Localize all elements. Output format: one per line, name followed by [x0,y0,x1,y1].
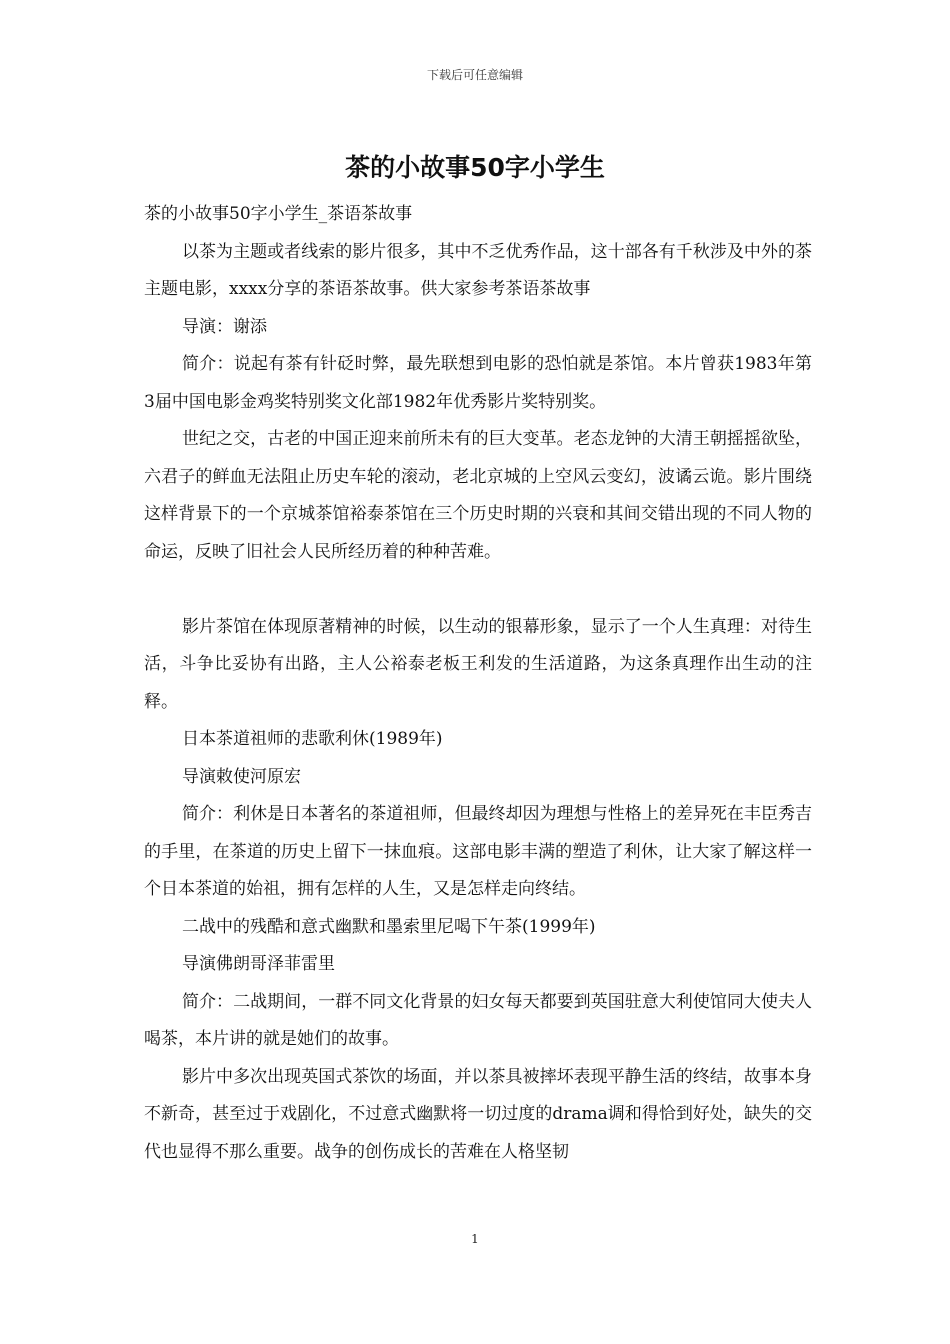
document-title: 茶的小故事50字小学生 [345,153,605,182]
paragraph-film-3-title: 二战中的残酷和意式幽默和墨索里尼喝下午茶(1999年) [182,916,596,937]
paragraph-synopsis-3: 简介：二战期间，一群不同文化背景的妇女每天都要到英国驻意大利使馆同大使夫人喝茶，本片讲的就是她们的故事。 [144,991,812,1049]
document-body [144,196,812,1171]
paragraph-body-3: 影片中多次出现英国式茶饮的场面，并以茶具被摔坏表现平静生活的终结，故事本身不新奇，甚至过于戏剧化，不过意式幽默将一切过度的drama调和得恰到好处，缺失的交代也显得不那么重要。战争的创伤成长的苦难在人格坚韧 [144,1066,812,1162]
page-number: 1 [471,1232,479,1246]
subtitle-line: 茶的小故事50字小学生_茶语茶故事 [144,204,413,224]
paragraph-body-2: 影片茶馆在体现原著精神的时候，以生动的银幕形象，显示了一个人生真理：对待生活，斗争比妥协有出路，主人公裕泰老板王利发的生活道路，为这条真理作出生动的注释。 [144,616,812,712]
paragraph-intro: 以茶为主题或者线索的影片很多，其中不乏优秀作品，这十部各有千秋涉及中外的茶主题电影，xxxx分享的茶语茶故事。供大家参考茶语茶故事 [144,241,812,299]
header-note: 下载后可任意编辑 [426,68,523,82]
paragraph-film-2-title: 日本茶道祖师的悲歌利休(1989年) [182,729,443,749]
paragraph-synopsis-2: 简介：利休是日本著名的茶道祖师，但最终却因为理想与性格上的差异死在丰臣秀吉的手里，在茶道的历史上留下一抹血痕。这部电影丰满的塑造了利休，让大家了解这样一个日本茶道的始祖，拥有怎样的人生，又是怎样走向终结。 [144,804,812,899]
paragraph-body-1: 世纪之交，古老的中国正迎来前所未有的巨大变革。老态龙钟的大清王朝摇摇欲坠，六君子的鲜血无法阻止历史车轮的滚动，老北京城的上空风云变幻，波谲云诡。影片围绕这样背景下的一个京城茶馆裕泰茶馆在三个历史时期的兴衰和其间交错出现的不同人物的命运，反映了旧社会人民所经历着的种种苦难。 [144,429,812,562]
paragraph-director-2: 导演敕使河原宏 [182,766,301,787]
paragraph-director-1: 导演：谢添 [182,316,267,337]
paragraph-synopsis-1: 简介：说起有茶有针砭时弊，最先联想到电影的恐怕就是茶馆。本片曾获1983年第3届中国电影金鸡奖特别奖文化部1982年优秀影片奖特别奖。 [144,354,812,412]
paragraph-director-3: 导演佛朗哥泽菲雷里 [182,954,335,974]
blank-line [144,571,812,609]
